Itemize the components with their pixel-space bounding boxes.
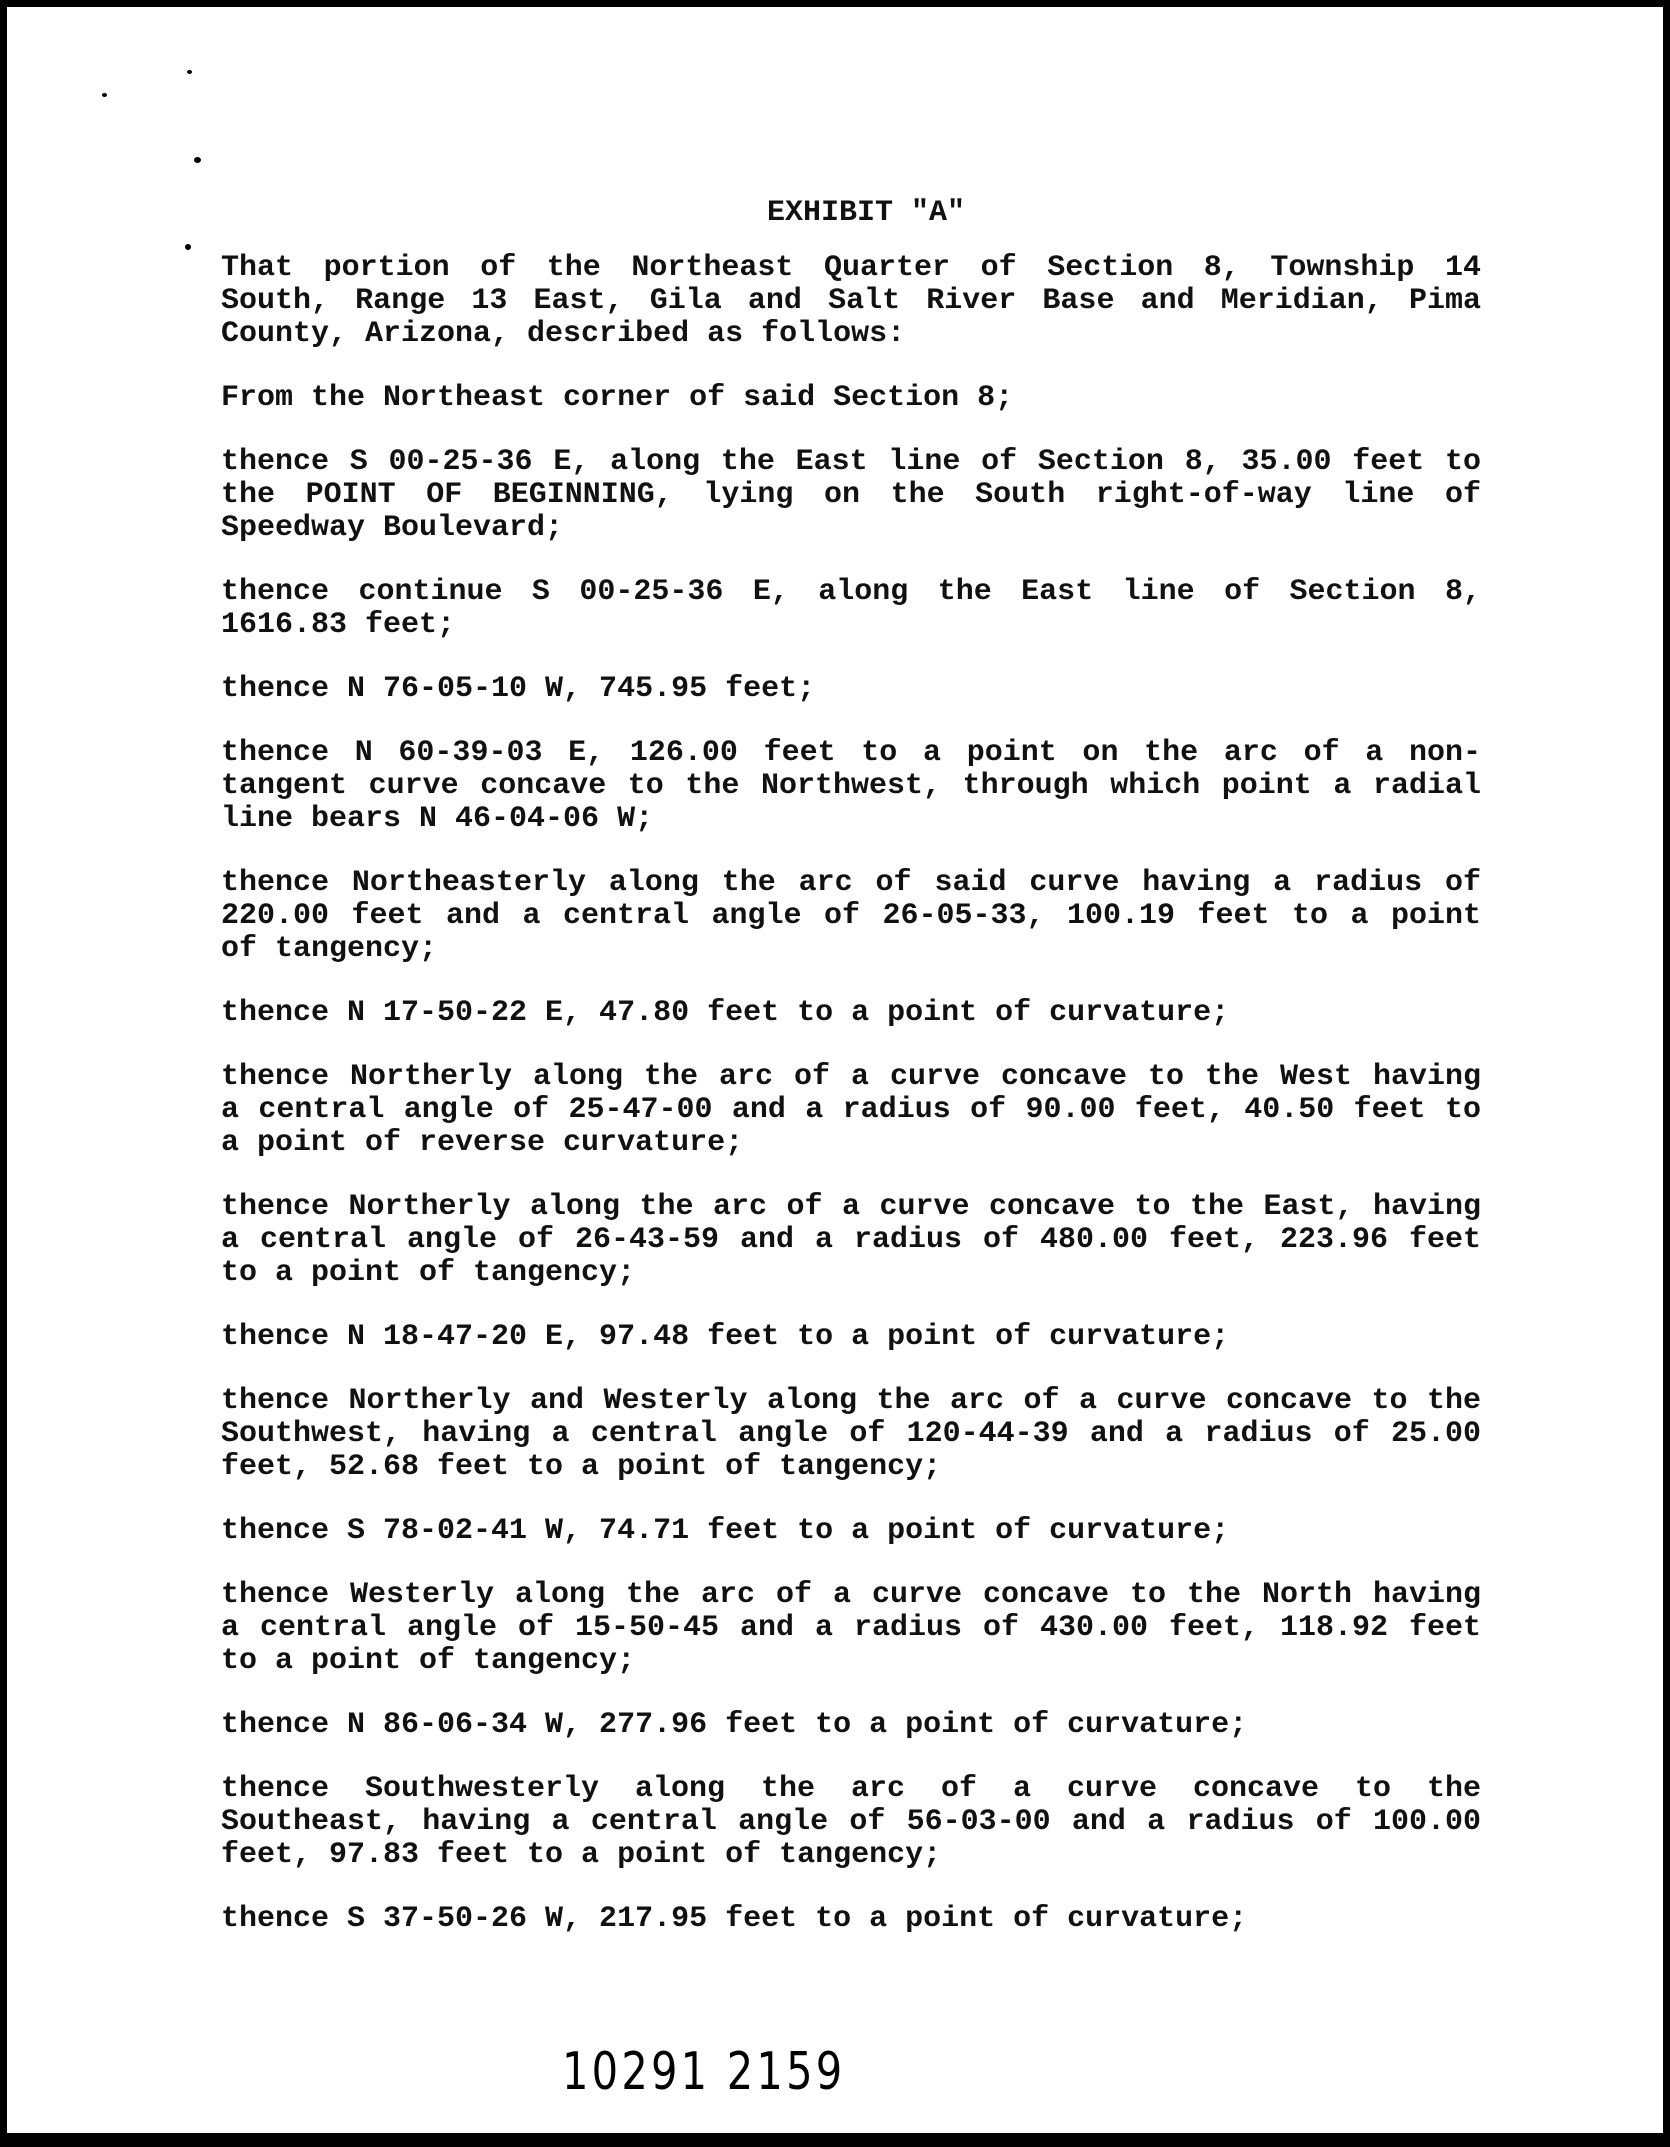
paragraph: thence N 86-06-34 W, 277.96 feet to a point of curvature;	[221, 1708, 1248, 1742]
paragraph: thence Northerly along the arc of a curve concave to the West having a central angle of 25-47-00 and a radius of 90.00 feet, 40.50 feet to a point of reverse curvature;	[221, 1060, 1481, 1160]
paragraph: thence N 18-47-20 E, 97.48 feet to a point of curvature;	[221, 1320, 1230, 1354]
document-page	[7, 7, 1663, 2133]
scan-speck	[187, 70, 192, 74]
scan-speck	[194, 157, 201, 163]
document-body	[221, 197, 1481, 1967]
paragraph: That portion of the Northeast Quarter of Section 8, Township 14 South, Range 13 East, Gila and Salt River Base and Meridian, Pima County, Arizona, described as follows:	[221, 251, 1481, 351]
scan-speck	[102, 93, 107, 97]
paragraph: thence Southwesterly along the arc of a curve concave to the Southeast, having a central angle of 56-03-00 and a radius of 100.00 feet, 97.83 feet to a point of tangency;	[221, 1772, 1481, 1872]
paragraph: thence S 78-02-41 W, 74.71 feet to a point of curvature;	[221, 1514, 1230, 1548]
paragraph: thence Northeasterly along the arc of said curve having a radius of 220.00 feet and a central angle of 26-05-33, 100.19 feet to a point of tangency;	[221, 866, 1481, 966]
paragraph: thence S 37-50-26 W, 217.95 feet to a point of curvature;	[221, 1902, 1248, 1936]
paragraph: thence N 17-50-22 E, 47.80 feet to a point of curvature;	[221, 996, 1230, 1030]
paragraph: thence Westerly along the arc of a curve concave to the North having a central angle of 15-50-45 and a radius of 430.00 feet, 118.92 feet to a point of tangency;	[221, 1578, 1481, 1678]
paragraph: thence continue S 00-25-36 E, along the East line of Section 8, 1616.83 feet;	[221, 575, 1481, 642]
paragraph: thence Northerly and Westerly along the arc of a curve concave to the Southwest, having a central angle of 120-44-39 and a radius of 25.00 feet, 52.68 feet to a point of tangency;	[221, 1384, 1481, 1484]
exhibit-title: EXHIBIT "A"	[766, 196, 966, 230]
paragraph: thence S 00-25-36 E, along the East line of Section 8, 35.00 feet to the POINT OF BEGINNING, lying on the South right-of-way line of Speedway Boulevard;	[221, 445, 1481, 545]
paragraph: From the Northeast corner of said Section 8;	[221, 381, 1014, 415]
paragraph: thence N 76-05-10 W, 745.95 feet;	[221, 672, 816, 706]
paragraph: thence N 60-39-03 E, 126.00 feet to a point on the arc of a non-tangent curve concave to the Northwest, through which point a radial line bears N 46-04-06 W;	[221, 736, 1481, 836]
paragraph: thence Northerly along the arc of a curve concave to the East, having a central angle of 26-43-59 and a radius of 480.00 feet, 223.96 feet to a point of tangency;	[221, 1190, 1481, 1290]
document-stamp-number: 10291 2159	[562, 2042, 846, 2102]
scan-speck	[185, 244, 191, 250]
